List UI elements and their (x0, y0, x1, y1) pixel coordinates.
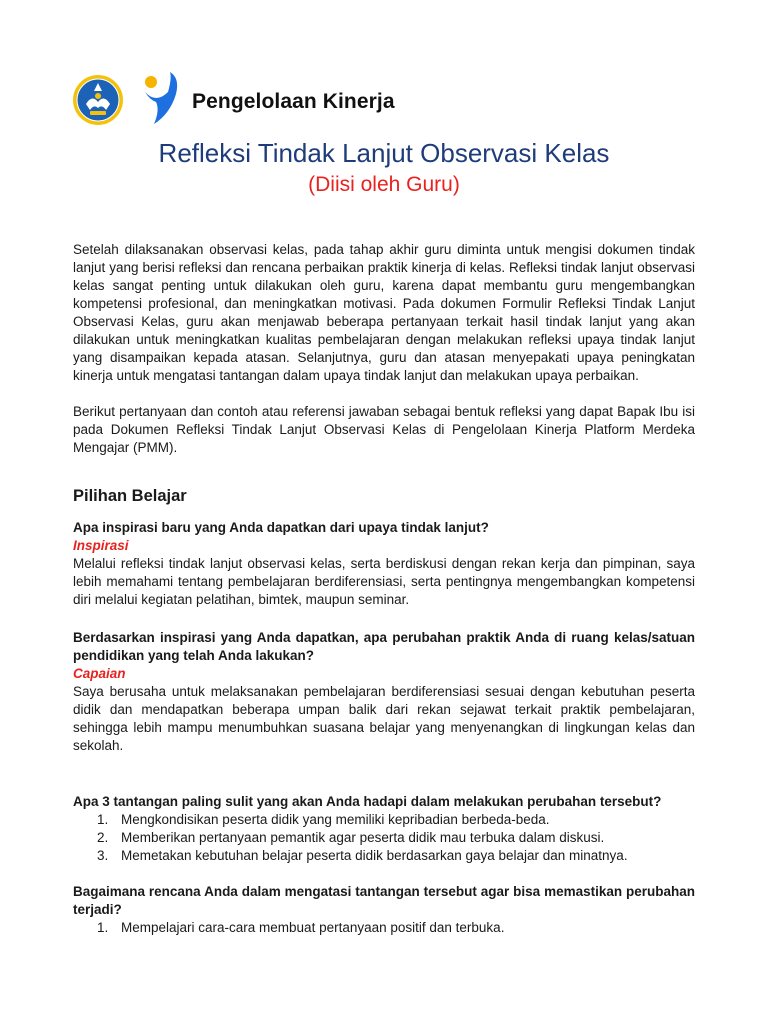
answer-tag-1: Inspirasi (73, 538, 129, 553)
question-block-1 (73, 519, 695, 609)
app-name: Pengelolaan Kinerja (192, 90, 395, 113)
list-text: Mengkondisikan peserta didik yang memiliki kepribadian berbeda-beda. (121, 812, 550, 827)
plan-list (73, 919, 695, 937)
question-1: Apa inspirasi baru yang Anda dapatkan dari upaya tindak lanjut? (73, 520, 489, 535)
list-text: Mempelajari cara-cara membuat pertanyaan positif dan terbuka. (121, 920, 505, 935)
list-item (73, 847, 695, 865)
list-number: 2. (97, 830, 109, 845)
question-block-3 (73, 793, 695, 865)
question-3: Apa 3 tantangan paling sulit yang akan Anda hadapi dalam melakukan perubahan tersebut? (73, 794, 662, 809)
question-2: Berdasarkan inspirasi yang Anda dapatkan, apa perubahan praktik Anda di ruang kelas/satuan pendidikan yang telah Anda lakukan? (73, 630, 695, 663)
answer-2: Saya berusaha untuk melaksanakan pembelajaran berdiferensiasi sesuai dengan kebutuhan peserta didik dan mendapatkan beberapa umpan balik dari rekan sejawat terkait praktik pembelajaran, sehingga lebih mampu menumbuhkan suasana belajar yang menyenangkan di lingkungan kelas dan sekolah. (73, 684, 695, 753)
document-body (73, 241, 695, 937)
list-item (73, 919, 695, 937)
question-block-2 (73, 629, 695, 755)
list-item (73, 811, 695, 829)
document-header (72, 70, 395, 130)
answer-tag-2: Capaian (73, 666, 126, 681)
list-item (73, 829, 695, 847)
list-text: Memberikan pertanyaan pemantik agar peserta didik mau terbuka dalam diskusi. (121, 830, 605, 845)
document-title: Refleksi Tindak Lanjut Observasi Kelas (158, 138, 610, 168)
intro-paragraph-2: Berikut pertanyaan dan contoh atau referensi jawaban sebagai bentuk refleksi yang dapat Bapak Ibu isi pada Dokumen Refleksi Tindak Lanjut Observasi Kelas di Pengelolaan Kinerja Platform Merdeka Mengajar (PMM). (73, 404, 695, 455)
document-subtitle: (Diisi oleh Guru) (308, 173, 460, 196)
challenge-list (73, 811, 695, 865)
intro-paragraph-1: Setelah dilaksanakan observasi kelas, pada tahap akhir guru diminta untuk mengisi dokumen tindak lanjut yang berisi refleksi dan rencana perbaikan praktik kinerja di kelas. Refleksi tindak lanjut observasi kelas sangat penting untuk dilakukan oleh guru, karena dapat membantu guru mengembangkan kompetensi profesional, dan meningkatkan motivasi. Pada dokumen Formulir Refleksi Tindak Lanjut Observasi Kelas, guru akan menjawab beberapa pertanyaan terkait hasil tindak lanjut yang akan dilakukan untuk meningkatkan kualitas pembelajaran dengan melakukan refleksi upaya tindak lanjut yang disampaikan kepada atasan. Selanjutnya, guru dan atasan menyepakati upaya peningkatan kinerja untuk mengatasi tantangan dalam upaya tindak lanjut dan melakukan upaya perbaikan. (73, 242, 695, 383)
merdeka-mengajar-logo-icon (142, 70, 182, 126)
section-heading: Pilihan Belajar (73, 487, 187, 505)
list-number: 3. (97, 848, 109, 863)
list-text: Memetakan kebutuhan belajar peserta didik berdasarkan gaya belajar dan minatnya. (121, 848, 628, 863)
list-number: 1. (97, 812, 109, 827)
kemdikbud-logo-icon (72, 74, 124, 126)
question-block-4 (73, 883, 695, 937)
answer-1: Melalui refleksi tindak lanjut observasi kelas, serta berdiskusi dengan rekan kerja dan pimpinan, saya lebih memahami tentang pembelajaran berdiferensiasi, serta pentingnya mengembangkan kompetensi diri melalui kegiatan pelatihan, bimtek, maupun seminar. (73, 556, 695, 607)
question-4: Bagaimana rencana Anda dalam mengatasi tantangan tersebut agar bisa memastikan perubahan terjadi? (73, 884, 695, 917)
list-number: 1. (97, 920, 109, 935)
